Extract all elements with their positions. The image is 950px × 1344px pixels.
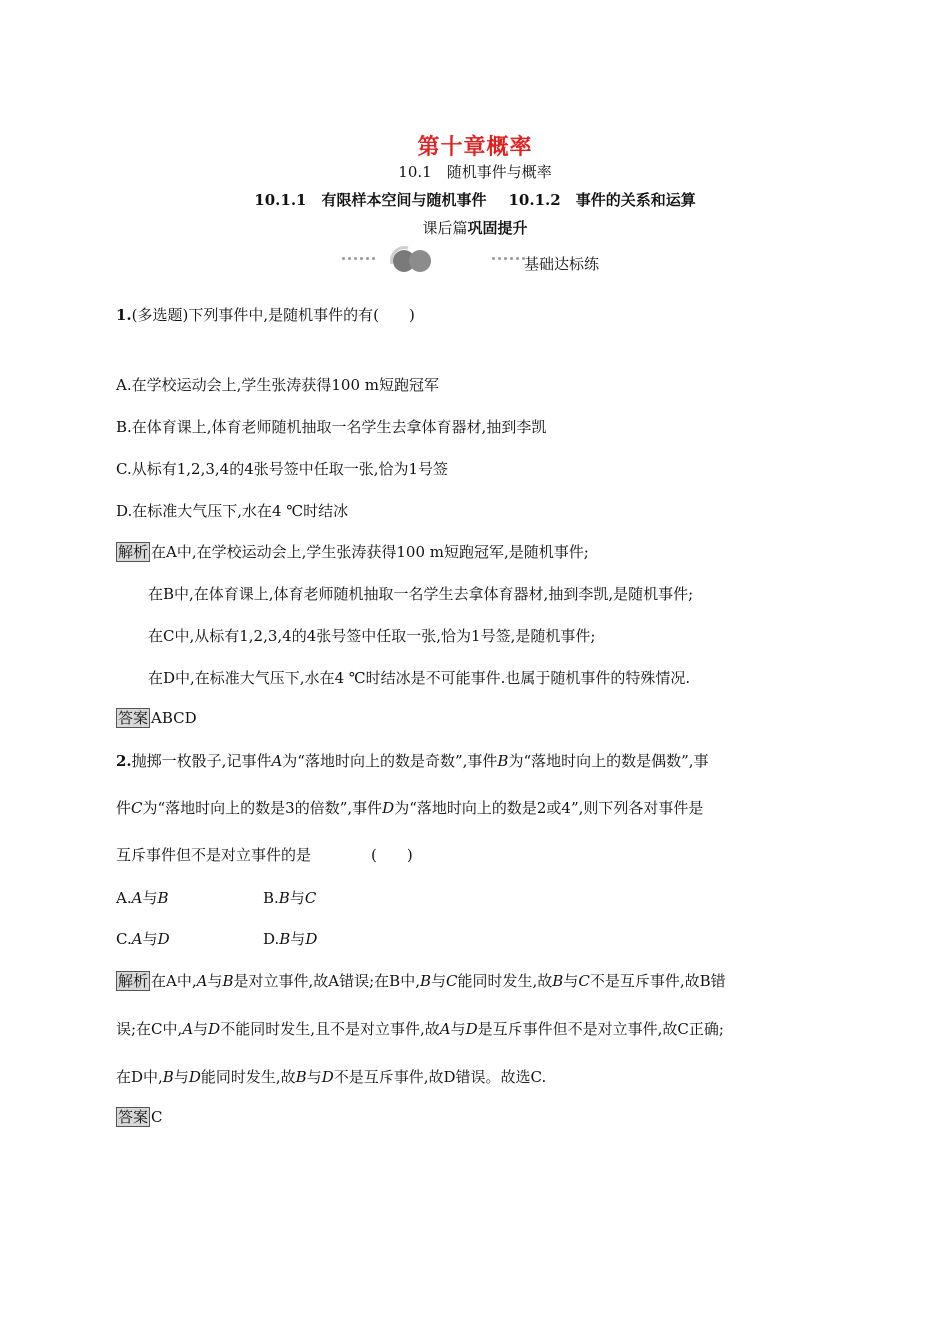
chapter-title: 第十章概率 [417, 134, 533, 160]
q1-analysis-line-1 [116, 541, 589, 562]
var-d: D [382, 799, 395, 817]
q1-analysis-line-2: 在B中,在体育课上,体育老师随机抽取一名学生去拿体育器材,抽到李凯,是随机事件; [148, 585, 694, 603]
dots-left-icon [342, 257, 375, 261]
var-a: A [271, 752, 283, 770]
q1-analysis-line-4: 在D中,在标准大气压下,水在4 ℃时结冰是不可能事件.也属于随机事件的特殊情况. [148, 669, 691, 687]
var-c: C [131, 799, 143, 817]
q2-stem-line-3: 互斥事件但不是对立事件的是 ( ) [116, 846, 413, 864]
subsection-titles [0, 189, 950, 210]
subsection-2: 10.1.2 事件的关系和运算 [508, 191, 696, 209]
q2-stem-seg: 为“落地时向上的数是偶数”,事 [508, 752, 709, 770]
dots-right-icon [492, 257, 525, 261]
q1-analysis-line-3: 在C中,从标有1,2,3,4的4张号签中任取一张,恰为1号签,是随机事件; [148, 627, 596, 645]
q1-option-a: A.在学校运动会上,学生张涛获得100 m短跑冠军 [116, 376, 439, 394]
q2-stem-seg: 为“落地时向上的数是3的倍数”,事件 [142, 799, 383, 817]
after-class-title [0, 217, 950, 238]
q1-number: 1. [116, 306, 132, 324]
analysis-tag: 解析 [118, 543, 149, 561]
q2-stem-seg: 为“落地时向上的数是2或4”,则下列各对事件是 [394, 799, 704, 817]
after-class-prefix: 课后篇 [422, 219, 468, 237]
q1-stem-text: (多选题)下列事件中,是随机事件的有( ) [131, 306, 415, 324]
q2-option-c: C.A与D [116, 930, 170, 948]
q2-number: 2. [116, 752, 132, 770]
q1-stem [116, 304, 415, 325]
q1-option-b: B.在体育课上,体育老师随机抽取一名学生去拿体育器材,抽到李凯 [116, 418, 547, 436]
q2-analysis-line-3: 在D中,B与D能同时发生,故B与D不是互斥事件,故D错误。故选C. [116, 1068, 547, 1086]
q2-answer [116, 1106, 163, 1127]
q2-stem-seg: 件 [116, 799, 132, 817]
var-b: B [497, 752, 509, 770]
q2-stem-line-2 [116, 797, 703, 818]
q2-stem-seg: 为“落地时向上的数是奇数”,事件 [282, 752, 498, 770]
after-class-bold: 巩固提升 [467, 219, 528, 237]
q1-answer [116, 707, 197, 728]
q1-analysis-text-1: 在A中,在学校运动会上,学生张涛获得100 m短跑冠军,是随机事件; [151, 543, 589, 561]
analysis-tag: 解析 [118, 972, 149, 990]
q2-stem-seg: 抛掷一枚骰子,记事件 [131, 752, 272, 770]
q2-stem-line-1 [116, 750, 709, 771]
q1-answer-value: ABCD [151, 709, 197, 727]
subsection-1: 10.1.1 有限样本空间与随机事件 [254, 191, 487, 209]
q2-option-d: D.B与D [263, 930, 318, 948]
twin-circles-icon [386, 244, 436, 274]
q2-options-row-1 [116, 887, 516, 908]
q1-option-c: C.从标有1,2,3,4的4张号签中任取一张,恰为1号签 [116, 460, 449, 478]
q1-option-d: D.在标准大气压下,水在4 ℃时结冰 [116, 502, 349, 520]
q2-answer-value: C [151, 1108, 163, 1126]
q2-analysis-line-1: 解析 在A中,A与B是对立事件,故A错误;在B中,B与C能同时发生,故B与C不是互斥事件,故B错 [118, 972, 726, 990]
section-title: 10.1 随机事件与概率 [398, 163, 552, 181]
answer-tag: 答案 [118, 709, 149, 727]
answer-tag: 答案 [118, 1108, 149, 1126]
q2-option-a: A.A与B [116, 889, 169, 907]
q2-option-b: B.B与C [263, 889, 317, 907]
q2-analysis-line-2: 误;在C中,A与D不能同时发生,且不是对立事件,故A与D是互斥事件但不是对立事件,故C正确; [116, 1020, 724, 1038]
section-banner [340, 242, 640, 276]
banner-label: 基础达标练 [524, 255, 600, 273]
q2-options-row-2 [116, 928, 516, 949]
